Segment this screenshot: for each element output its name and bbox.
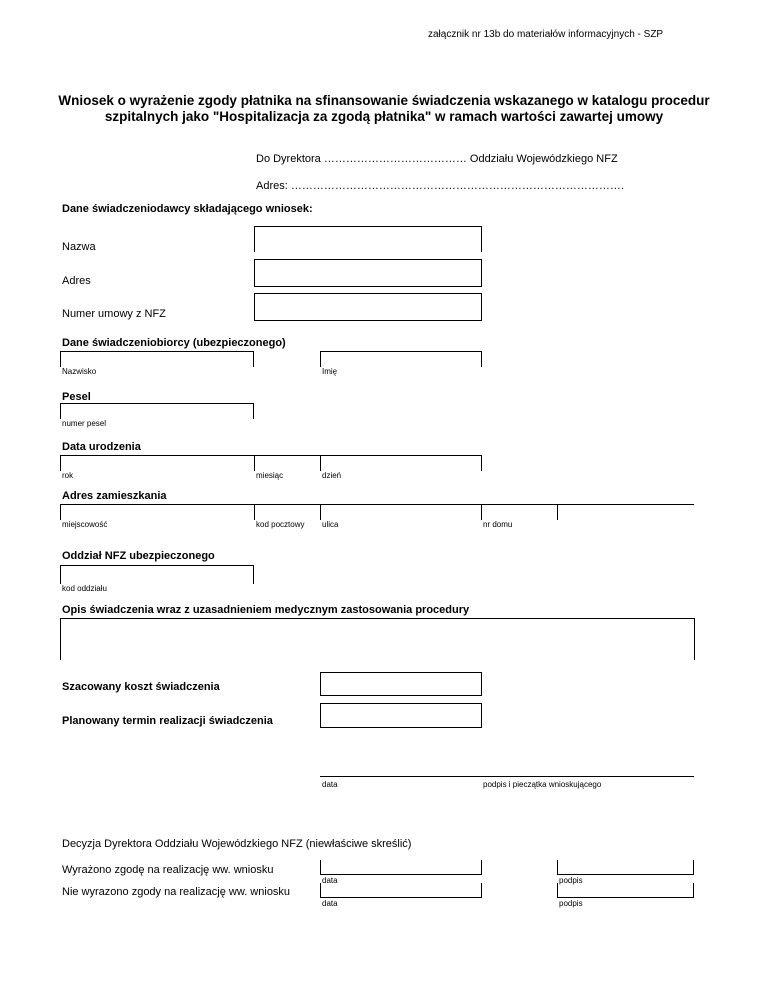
house-field[interactable] xyxy=(481,504,482,520)
birthdate-line xyxy=(60,455,482,456)
residence-divider xyxy=(557,504,558,520)
approved-date-line xyxy=(320,874,482,875)
month-caption: miesiąc xyxy=(256,471,284,480)
city-caption: miejscowość xyxy=(62,520,108,529)
form-title-line1: Wniosek o wyrażenie zgody płatnika na sfinansowanie świadczenia wskazanego w katalogu procedur xyxy=(58,93,710,108)
street-field[interactable] xyxy=(320,504,321,520)
birthdate-day-field[interactable] xyxy=(320,455,321,471)
provider-name-label: Nazwa xyxy=(62,241,96,253)
applicant-signature-caption: podpis i pieczątka wnioskującego xyxy=(483,780,602,789)
description-field[interactable] xyxy=(60,618,695,660)
applicant-signature-line[interactable] xyxy=(320,776,694,777)
branch-caption: kod oddziału xyxy=(62,584,107,593)
pesel-heading: Pesel xyxy=(62,391,91,403)
day-caption: dzień xyxy=(322,471,342,480)
firstname-field-line xyxy=(320,351,482,352)
rejected-label: Nie wyrazono zgody na realizację ww. wniosku xyxy=(62,886,291,898)
rejected-date-field[interactable] xyxy=(320,883,321,897)
branch-heading: Oddział NFZ ubezpieczonego xyxy=(62,550,215,562)
firstname-caption: Imię xyxy=(322,367,338,376)
cost-field[interactable] xyxy=(320,672,482,696)
pesel-caption: numer pesel xyxy=(62,419,107,428)
attachment-note: załącznik nr 13b do materiałów informacyjnych - SZP xyxy=(428,29,664,40)
approved-date-field[interactable] xyxy=(320,860,321,874)
residence-heading: Adres zamieszkania xyxy=(62,490,167,502)
city-field[interactable] xyxy=(60,504,61,520)
approved-date-end xyxy=(481,860,482,874)
birthdate-year-field[interactable] xyxy=(60,455,61,471)
provider-contract-field[interactable] xyxy=(254,293,482,321)
cost-label: Szacowany koszt świadczenia xyxy=(62,681,220,693)
provider-contract-label: Numer umowy z NFZ xyxy=(62,308,166,320)
pesel-field[interactable] xyxy=(60,403,254,419)
applicant-date-caption: data xyxy=(322,780,338,789)
firstname-field[interactable] xyxy=(320,351,321,367)
approved-signature-caption: podpis xyxy=(559,876,583,885)
rejected-signature-field[interactable] xyxy=(557,883,558,897)
decision-heading: Decyzja Dyrektora Oddziału Wojewódzkiego NFZ (niewłaściwe skreślić) xyxy=(62,838,412,850)
rejected-signature-line xyxy=(557,897,694,898)
approved-signature-field[interactable] xyxy=(557,860,558,874)
firstname-field-end xyxy=(481,351,482,367)
postcode-field[interactable] xyxy=(254,504,255,520)
year-caption: rok xyxy=(62,471,74,480)
provider-heading: Dane świadczeniodawcy składającego wniosek: xyxy=(62,203,313,215)
rejected-date-line xyxy=(320,897,482,898)
beneficiary-heading: Dane świadczeniobiorcy (ubezpieczonego) xyxy=(62,337,286,349)
approved-signature-line xyxy=(557,874,694,875)
house-caption: nr domu xyxy=(483,520,513,529)
term-label: Planowany termin realizacji świadczenia xyxy=(62,715,273,727)
address-line[interactable]: Adres: ………………………………………………………………………………. xyxy=(256,180,624,192)
provider-address-field[interactable] xyxy=(254,259,482,287)
residence-line xyxy=(60,504,694,505)
rejected-date-caption: data xyxy=(322,899,338,908)
provider-address-label: Adres xyxy=(62,275,91,287)
rejected-signature-end xyxy=(693,883,694,897)
form-title-line2: szpitalnych jako "Hospitalizacja za zgodą płatnika" w ramach wartości zawartej umowy xyxy=(104,109,664,124)
street-caption: ulica xyxy=(322,520,339,529)
approved-label: Wyrażono zgodę na realizację ww. wniosku xyxy=(62,864,274,876)
rejected-signature-caption: podpis xyxy=(559,899,583,908)
branch-field[interactable] xyxy=(60,565,254,584)
term-field[interactable] xyxy=(320,703,482,728)
director-line[interactable]: Do Dyrektora ………………………………… Oddziału Wojewódzkiego NFZ xyxy=(256,153,618,165)
surname-caption: Nazwisko xyxy=(62,367,97,376)
postcode-caption: kod pocztowy xyxy=(256,520,305,529)
approved-signature-end xyxy=(693,860,694,874)
birthdate-end xyxy=(481,455,482,471)
birthdate-month-field[interactable] xyxy=(254,455,255,471)
description-heading: Opis świadczenia wraz z uzasadnieniem medycznym zastosowania procedury xyxy=(62,604,470,616)
birthdate-heading: Data urodzenia xyxy=(62,441,141,453)
approved-date-caption: data xyxy=(322,876,338,885)
rejected-date-end xyxy=(481,883,482,897)
provider-name-field[interactable] xyxy=(254,226,482,252)
surname-field[interactable] xyxy=(60,351,254,367)
